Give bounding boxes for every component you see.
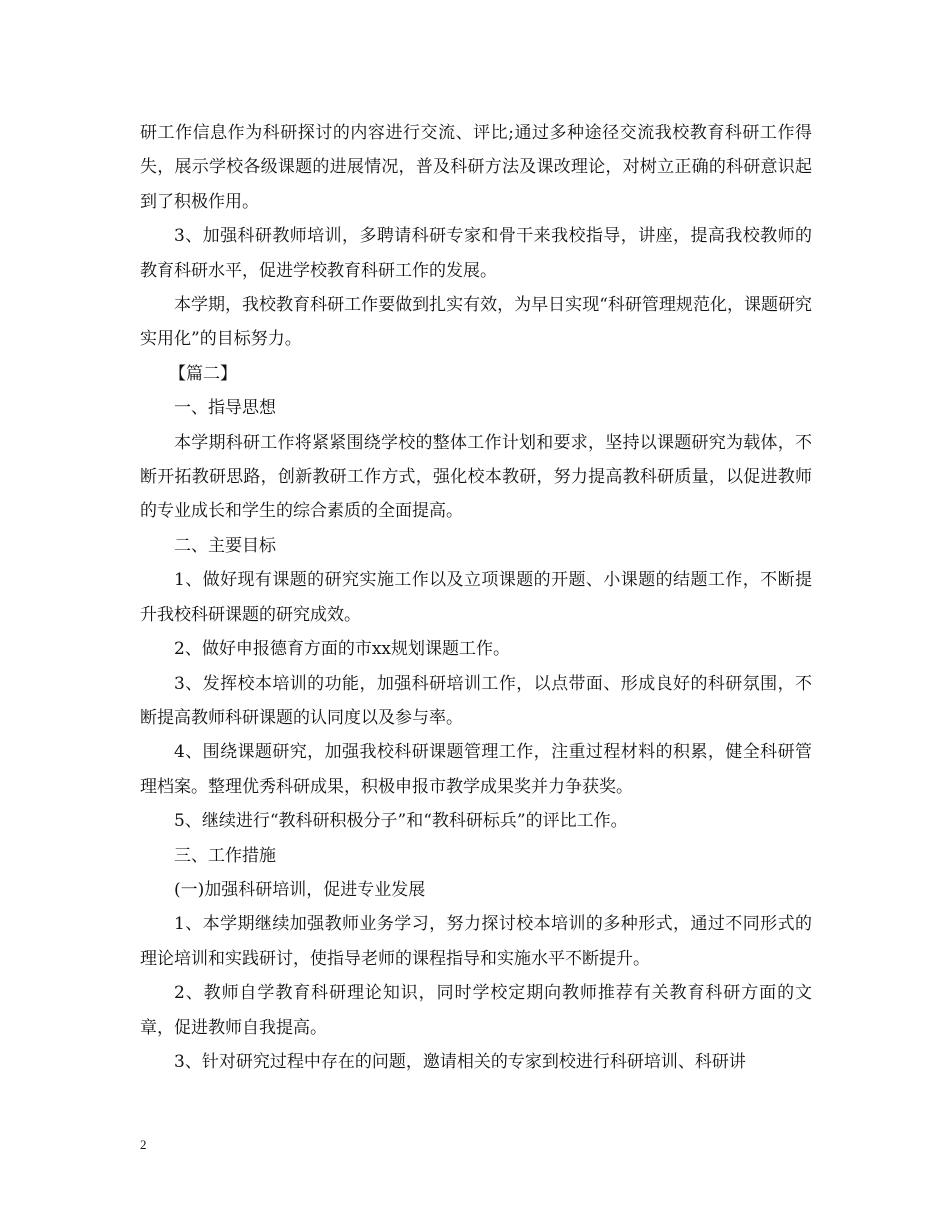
document-body [140,116,812,1079]
heading-guiding-ideology: 一、指导思想 [174,398,276,419]
subheading-research-training: (一)加强科研培训，促进专业发展 [174,879,426,900]
goal-item-1: 1、做好现有课题的研究实施工作以及立项课题的开题、小课题的结题工作，不断提升我校科研课题的研究成效。 [140,570,812,625]
heading-work-measures: 三、工作措施 [174,845,276,866]
measure-item-3: 3、针对研究过程中存在的问题，邀请相关的专家到校进行科研培训、科研讲 [174,1051,746,1072]
goal-item-4: 4、围绕课题研究，加强我校科研课题管理工作，注重过程材料的积累，健全科研管理档案。整理优秀科研成果，积极申报市教学成果奖并力争获奖。 [140,742,812,797]
goal-item-5: 5、继续进行“教科研积极分子”和“教科研标兵”的评比工作。 [174,811,628,832]
section-heading-part-two: 【篇二】 [169,363,237,384]
measure-item-2: 2、教师自学教育科研理论知识，同时学校定期向教师推荐有关教育科研方面的文章，促进教师自我提高。 [140,983,812,1038]
paragraph-teacher-training: 3、加强科研教师培训，多聘请科研专家和骨干来我校指导，讲座，提高我校教师的教育科研水平，促进学校教育科研工作的发展。 [140,226,812,281]
goal-item-2: 2、做好申报德育方面的市xx规划课题工作。 [174,639,510,660]
paragraph-continuation: 研工作信息作为科研探讨的内容进行交流、评比;通过多种途径交流我校教育科研工作得失，展示学校各级课题的进展情况，普及科研方法及课改理论，对树立正确的科研意识起到了积极作用。 [140,123,812,212]
heading-main-goals: 二、主要目标 [174,535,276,556]
goal-item-3: 3、发挥校本培训的功能，加强科研培训工作，以点带面、形成良好的科研氛围，不断提高教师科研课题的认同度以及参与率。 [140,673,812,728]
page-number: 2 [140,1137,147,1152]
paragraph-semester-goal: 本学期，我校教育科研工作要做到扎实有效，为早日实现“科研管理规范化，课题研究实用化”的目标努力。 [140,295,812,350]
measure-item-1: 1、本学期继续加强教师业务学习，努力探讨校本培训的多种形式，通过不同形式的理论培训和实践研讨，使指导老师的课程指导和实施水平不断提升。 [140,914,812,969]
paragraph-guiding-ideology: 本学期科研工作将紧紧围绕学校的整体工作计划和要求，坚持以课题研究为载体，不断开拓教研思路，创新教研工作方式，强化校本教研，努力提高教科研质量，以促进教师的专业成长和学生的综合素质的全面提高。 [140,432,812,522]
